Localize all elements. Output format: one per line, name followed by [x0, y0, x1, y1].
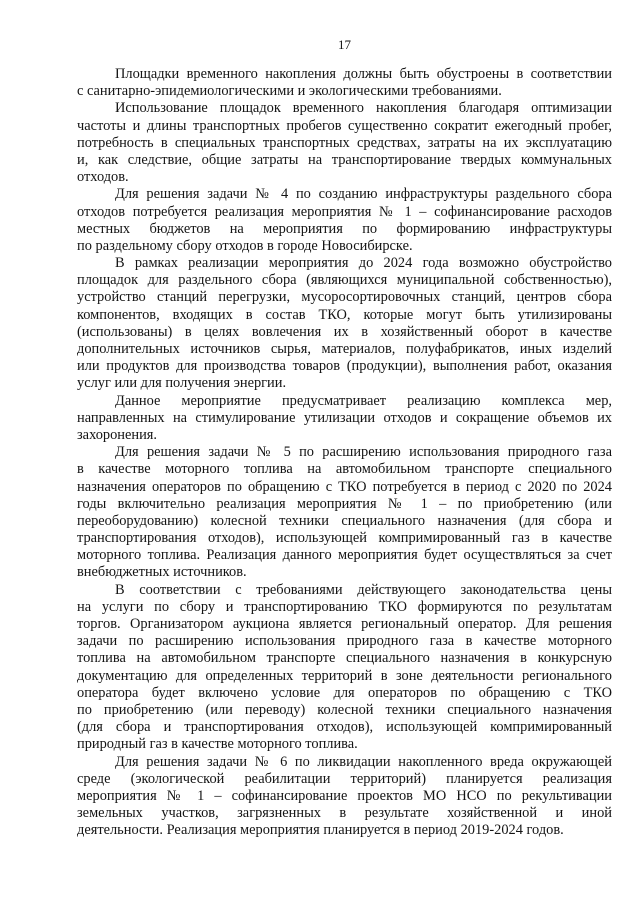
text-line: захоронения. — [77, 426, 158, 443]
text-line: частоты и длины транспортных пробегов существенно сократит ежегодный пробег, — [77, 117, 612, 134]
paragraph-measure-summary — [77, 393, 612, 445]
text-line: по раздельному сбору отходов в городе Новосибирске. — [77, 237, 413, 254]
paragraph-task-4 — [77, 186, 612, 255]
text-line: природный газ в качестве моторного топлива. — [77, 736, 358, 753]
text-line: среде (экологической реабилитации территорий) планируется реализация — [77, 770, 612, 787]
text-line: Для решения задачи № 4 по созданию инфраструктуры раздельного сбора — [115, 186, 612, 203]
paragraph-task-5 — [77, 444, 612, 582]
text-line: потребность в специальных транспортных средствах, затраты на их эксплуатацию — [77, 134, 612, 151]
text-line: площадок для раздельного сбора (являющихся муниципальной собственностью), — [77, 272, 612, 289]
text-line: в качестве моторного топлива на автомобильном транспорте специального — [77, 461, 612, 478]
text-line: топлива на автомобильном транспорте специального назначения в конкурсную — [77, 650, 612, 667]
paragraph-task-4-details — [77, 255, 612, 393]
text-line: направленных на стимулирование утилизации отходов и сокращение объемов их — [77, 409, 612, 426]
text-line: внебюджетных источников. — [77, 564, 247, 581]
text-line: на услуги по сбору и транспортированию ТКО формируются по результатам — [77, 598, 612, 615]
text-line: (для сбора и транспортирования отходов), использующей компримированный — [77, 719, 612, 736]
text-line: Для решения задачи № 5 по расширению использования природного газа — [115, 444, 612, 461]
text-line: торгов. Организатором аукциона является региональный оператор. Для решения — [77, 616, 612, 632]
paragraph-storage-sites — [77, 66, 612, 100]
text-line: Данное мероприятие предусматривает реализацию комплекса мер, — [115, 392, 612, 409]
text-line: В соответствии с требованиями действующего законодательства цены — [115, 581, 612, 598]
text-line: назначения операторов по обращению с ТКО потребуется в период с 2020 по 2024 — [77, 478, 612, 495]
text-line: моторного топлива. Реализация данного мероприятия будет осуществляться за счет — [77, 547, 612, 564]
text-line: Для решения задачи № 6 по ликвидации накопленного вреда окружающей — [115, 753, 612, 770]
text-line: годы включительно реализация мероприятия № 1 – по приобретению (или — [77, 495, 612, 512]
paragraph-task-6 — [77, 754, 612, 840]
text-line: задачи по расширению использования природного газа в качестве моторного — [77, 633, 612, 650]
text-line: или продуктов для производства товаров (продукции), выполнения работ, оказания — [77, 358, 612, 375]
text-line: с санитарно-эпидемиологическими и экологическими требованиями. — [77, 83, 502, 100]
text-line: оператора будет включено условие для операторов по обращению с ТКО — [77, 684, 612, 701]
text-line: деятельности. Реализация мероприятия планируется в период 2019-2024 годов. — [77, 822, 564, 839]
text-line: переоборудованию) колесной техники специального назначения (для сбора и — [77, 512, 612, 529]
text-line: услуг или для получения энергии. — [77, 375, 287, 392]
text-line: и, как следствие, общие затраты на транспортирование твердых коммунальных — [77, 151, 612, 168]
text-line: отходов. — [77, 169, 129, 186]
text-line: Использование площадок временного накопления благодаря оптимизации — [115, 100, 612, 117]
text-line: транспортирования отходов), использующей компримированный газ в качестве — [77, 530, 612, 547]
text-line: В рамках реализации мероприятия до 2024 года возможно обустройство — [115, 255, 612, 272]
text-line: документацию для определенных территорий в зоне деятельности регионального — [77, 667, 612, 684]
text-line: земельных участков, загрязненных в результате хозяйственной и иной — [77, 805, 612, 822]
text-line: дополнительных источников сырья, материалов, полуфабрикатов, иных изделий — [77, 341, 612, 357]
paragraph-legislation — [77, 582, 612, 754]
text-line: местных бюджетов на мероприятия по формированию инфраструктуры — [77, 220, 612, 237]
text-line: устройство станций перегрузки, мусоросортировочных станций, центров сбора — [77, 289, 612, 306]
text-line: по приобретению (или переводу) колесной техники специального назначения — [77, 701, 612, 718]
page-number: 17 — [338, 37, 351, 52]
text-line: мероприятия № 1 – софинансирование проектов МО НСО по рекультивации — [77, 787, 612, 804]
text-line: компонентов, входящих в состав ТКО, которые могут быть утилизированы — [77, 306, 612, 323]
text-line: Площадки временного накопления должны быть обустроены в соответствии — [115, 66, 612, 82]
paragraph-storage-benefits — [77, 100, 612, 186]
document-body — [77, 66, 612, 839]
text-line: (использованы) в целях вовлечения их в хозяйственный оборот в качестве — [77, 323, 612, 340]
text-line: отходов потребуется реализация мероприятия № 1 – софинансирование расходов — [77, 203, 612, 220]
